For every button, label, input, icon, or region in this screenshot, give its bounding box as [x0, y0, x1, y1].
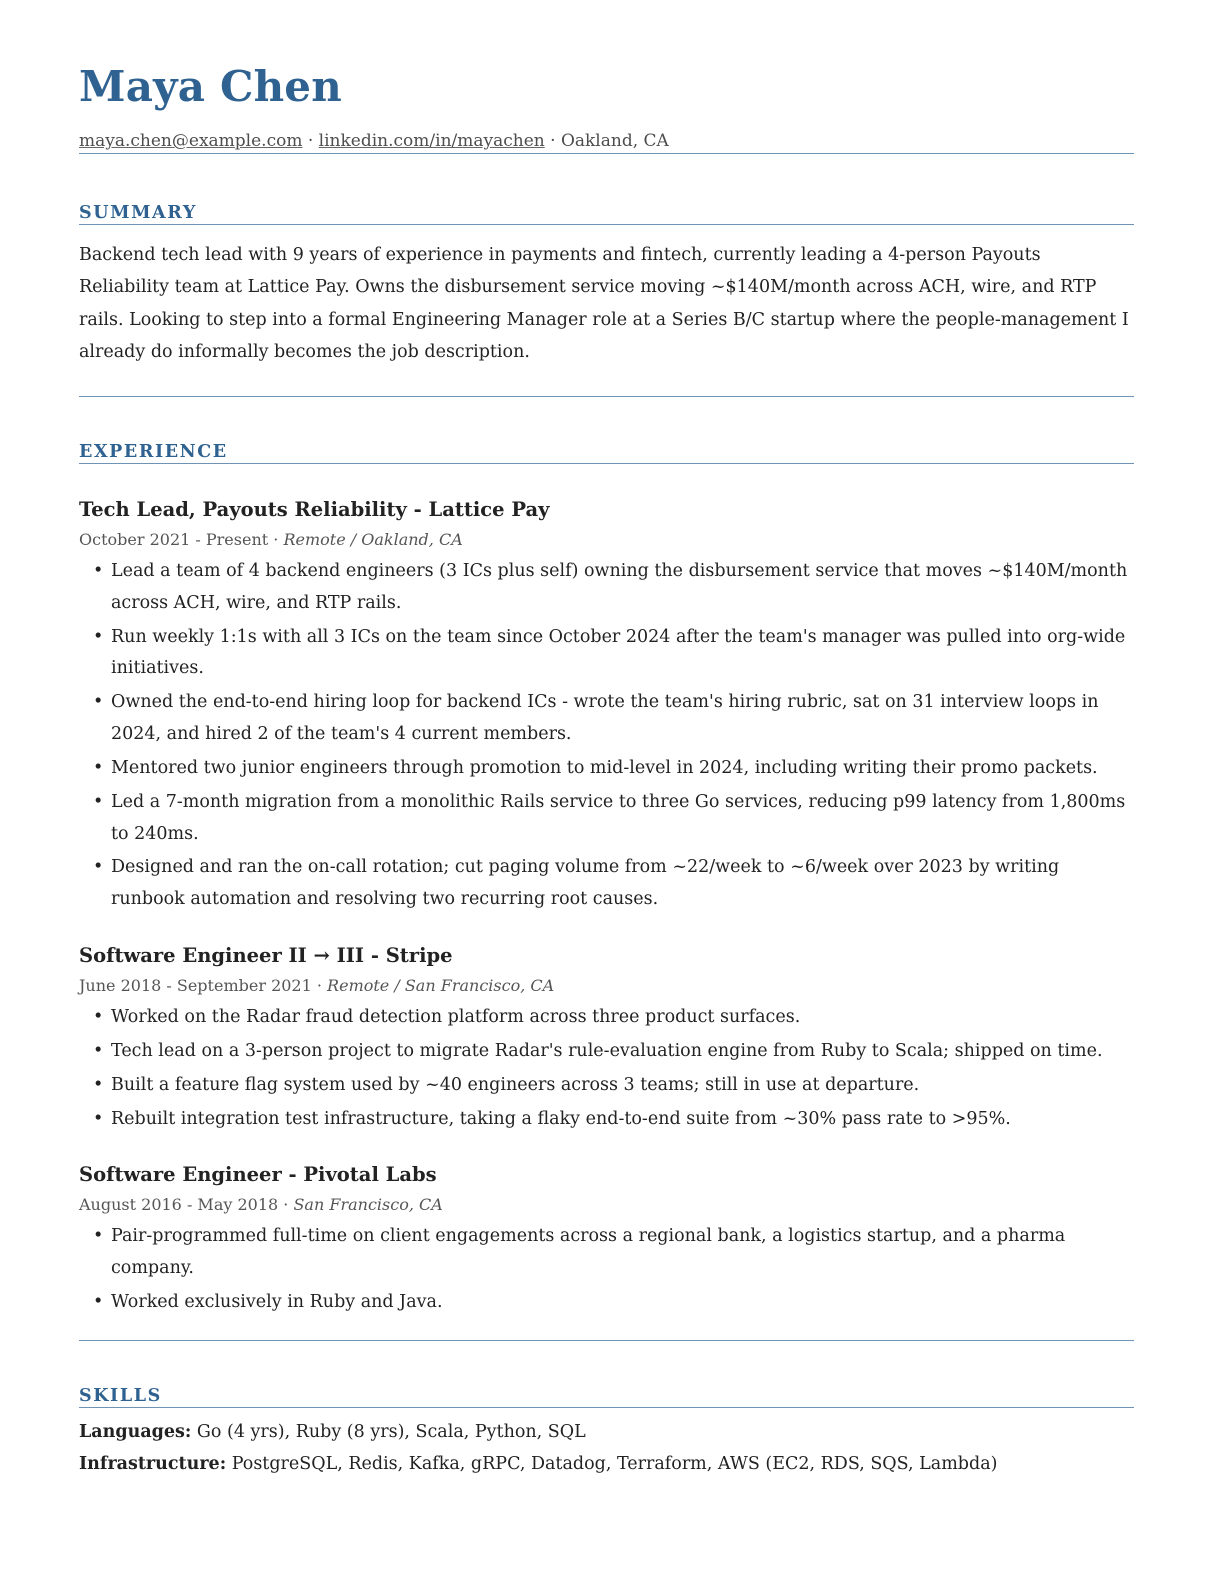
contact-separator: ·	[544, 131, 561, 151]
job-title: Software Engineer - Pivotal Labs	[79, 1163, 437, 1187]
skill-label: Languages:	[79, 1422, 192, 1443]
bullet-item: • Pair-programmed full-time on client engagements across a regional bank, a logistics startup, and a pharma company.	[111, 1221, 1134, 1284]
job-meta	[79, 1193, 1134, 1217]
contact-line	[79, 130, 1134, 154]
job-location: Remote / Oakland, CA	[283, 530, 463, 550]
job-title: Software Engineer II → III - Stripe	[79, 943, 453, 967]
job-entry	[79, 942, 1134, 1136]
experience-heading: EXPERIENCE	[79, 441, 1134, 464]
candidate-name: Maya Chen	[79, 62, 342, 111]
bullet-item: • Rebuilt integration test infrastructure, taking a flaky end-to-end suite from ~30% pass rate to >95%.	[111, 1104, 1134, 1136]
skills-list	[79, 1416, 1134, 1480]
meta-separator: ·	[268, 530, 284, 550]
summary-heading: SUMMARY	[79, 202, 1134, 225]
bullet-item: • Designed and ran the on-call rotation; cut paging volume from ~22/week to ~6/week over 2023 by writing runbook automation and resolving two recurring root causes.	[111, 852, 1134, 915]
bullet-item: • Built a feature flag system used by ~40 engineers across 3 teams; still in use at departure.	[111, 1070, 1134, 1102]
skill-label: Infrastructure:	[79, 1454, 227, 1475]
meta-separator: ·	[311, 975, 328, 995]
email-link[interactable]: maya.chen@example.com	[79, 131, 303, 151]
skill-row-infrastructure	[79, 1448, 1134, 1480]
linkedin-link[interactable]: linkedin.com/in/mayachen	[318, 131, 545, 151]
job-meta	[79, 974, 1134, 998]
job-meta	[79, 528, 1134, 552]
bullet-item: • Mentored two junior engineers through promotion to mid-level in 2024, including writing their promo packets.	[111, 753, 1134, 785]
section-divider	[79, 396, 1134, 397]
job-bullets	[79, 556, 1134, 915]
job-entry	[79, 496, 1134, 915]
skill-value: PostgreSQL, Redis, Kafka, gRPC, Datadog, Terraform, AWS (EC2, RDS, SQS, Lambda)	[226, 1454, 998, 1475]
bullet-item: • Owned the end-to-end hiring loop for backend ICs - wrote the team's hiring rubric, sat on 31 interview loops in 2024, and hired 2 of the team's 4 current members.	[111, 687, 1134, 750]
job-dates: October 2021 - Present	[79, 530, 269, 550]
meta-separator: ·	[278, 1195, 294, 1215]
bullet-item: • Led a 7-month migration from a monolithic Rails service to three Go services, reducing p99 latency from 1,800ms to 240ms.	[111, 787, 1134, 850]
skill-value: Go (4 yrs), Ruby (8 yrs), Scala, Python, SQL	[191, 1422, 586, 1443]
bullet-item: • Tech lead on a 3-person project to migrate Radar's rule-evaluation engine from Ruby to Scala; shipped on time.	[111, 1036, 1134, 1068]
job-location: San Francisco, CA	[293, 1195, 443, 1215]
bullet-item: • Lead a team of 4 backend engineers (3 ICs plus self) owning the disbursement service that moves ~$140M/month across ACH, wire, and RTP rails.	[111, 556, 1134, 619]
section-divider	[79, 1340, 1134, 1341]
contact-separator: ·	[302, 131, 319, 151]
job-location: Remote / San Francisco, CA	[327, 975, 555, 995]
job-bullets	[79, 1221, 1134, 1318]
job-dates: August 2016 - May 2018	[79, 1195, 279, 1215]
skills-heading: SKILLS	[79, 1385, 1134, 1408]
job-entry	[79, 1161, 1134, 1318]
bullet-item: • Worked on the Radar fraud detection platform across three product surfaces.	[111, 1002, 1134, 1034]
bullet-item: • Worked exclusively in Ruby and Java.	[111, 1287, 1134, 1319]
location-text: Oakland, CA	[560, 131, 669, 151]
job-title: Tech Lead, Payouts Reliability - Lattice Pay	[79, 498, 550, 522]
job-dates: June 2018 - September 2021	[79, 975, 312, 995]
summary-text: Backend tech lead with 9 years of experience in payments and fintech, currently leading a 4-person Payouts Reliability team at Lattice Pay. Owns the disbursement service moving ~$140M/month across ACH, wire, and RTP rails. Looking to step into a formal Engineering Manager role at a Series B/C startup where the people-management I already do informally becomes the job description.	[79, 245, 1129, 362]
bullet-item: • Run weekly 1:1s with all 3 ICs on the team since October 2024 after the team's manager was pulled into org-wide initiatives.	[111, 622, 1134, 685]
job-bullets	[79, 1002, 1134, 1136]
skill-row-languages	[79, 1416, 1134, 1448]
